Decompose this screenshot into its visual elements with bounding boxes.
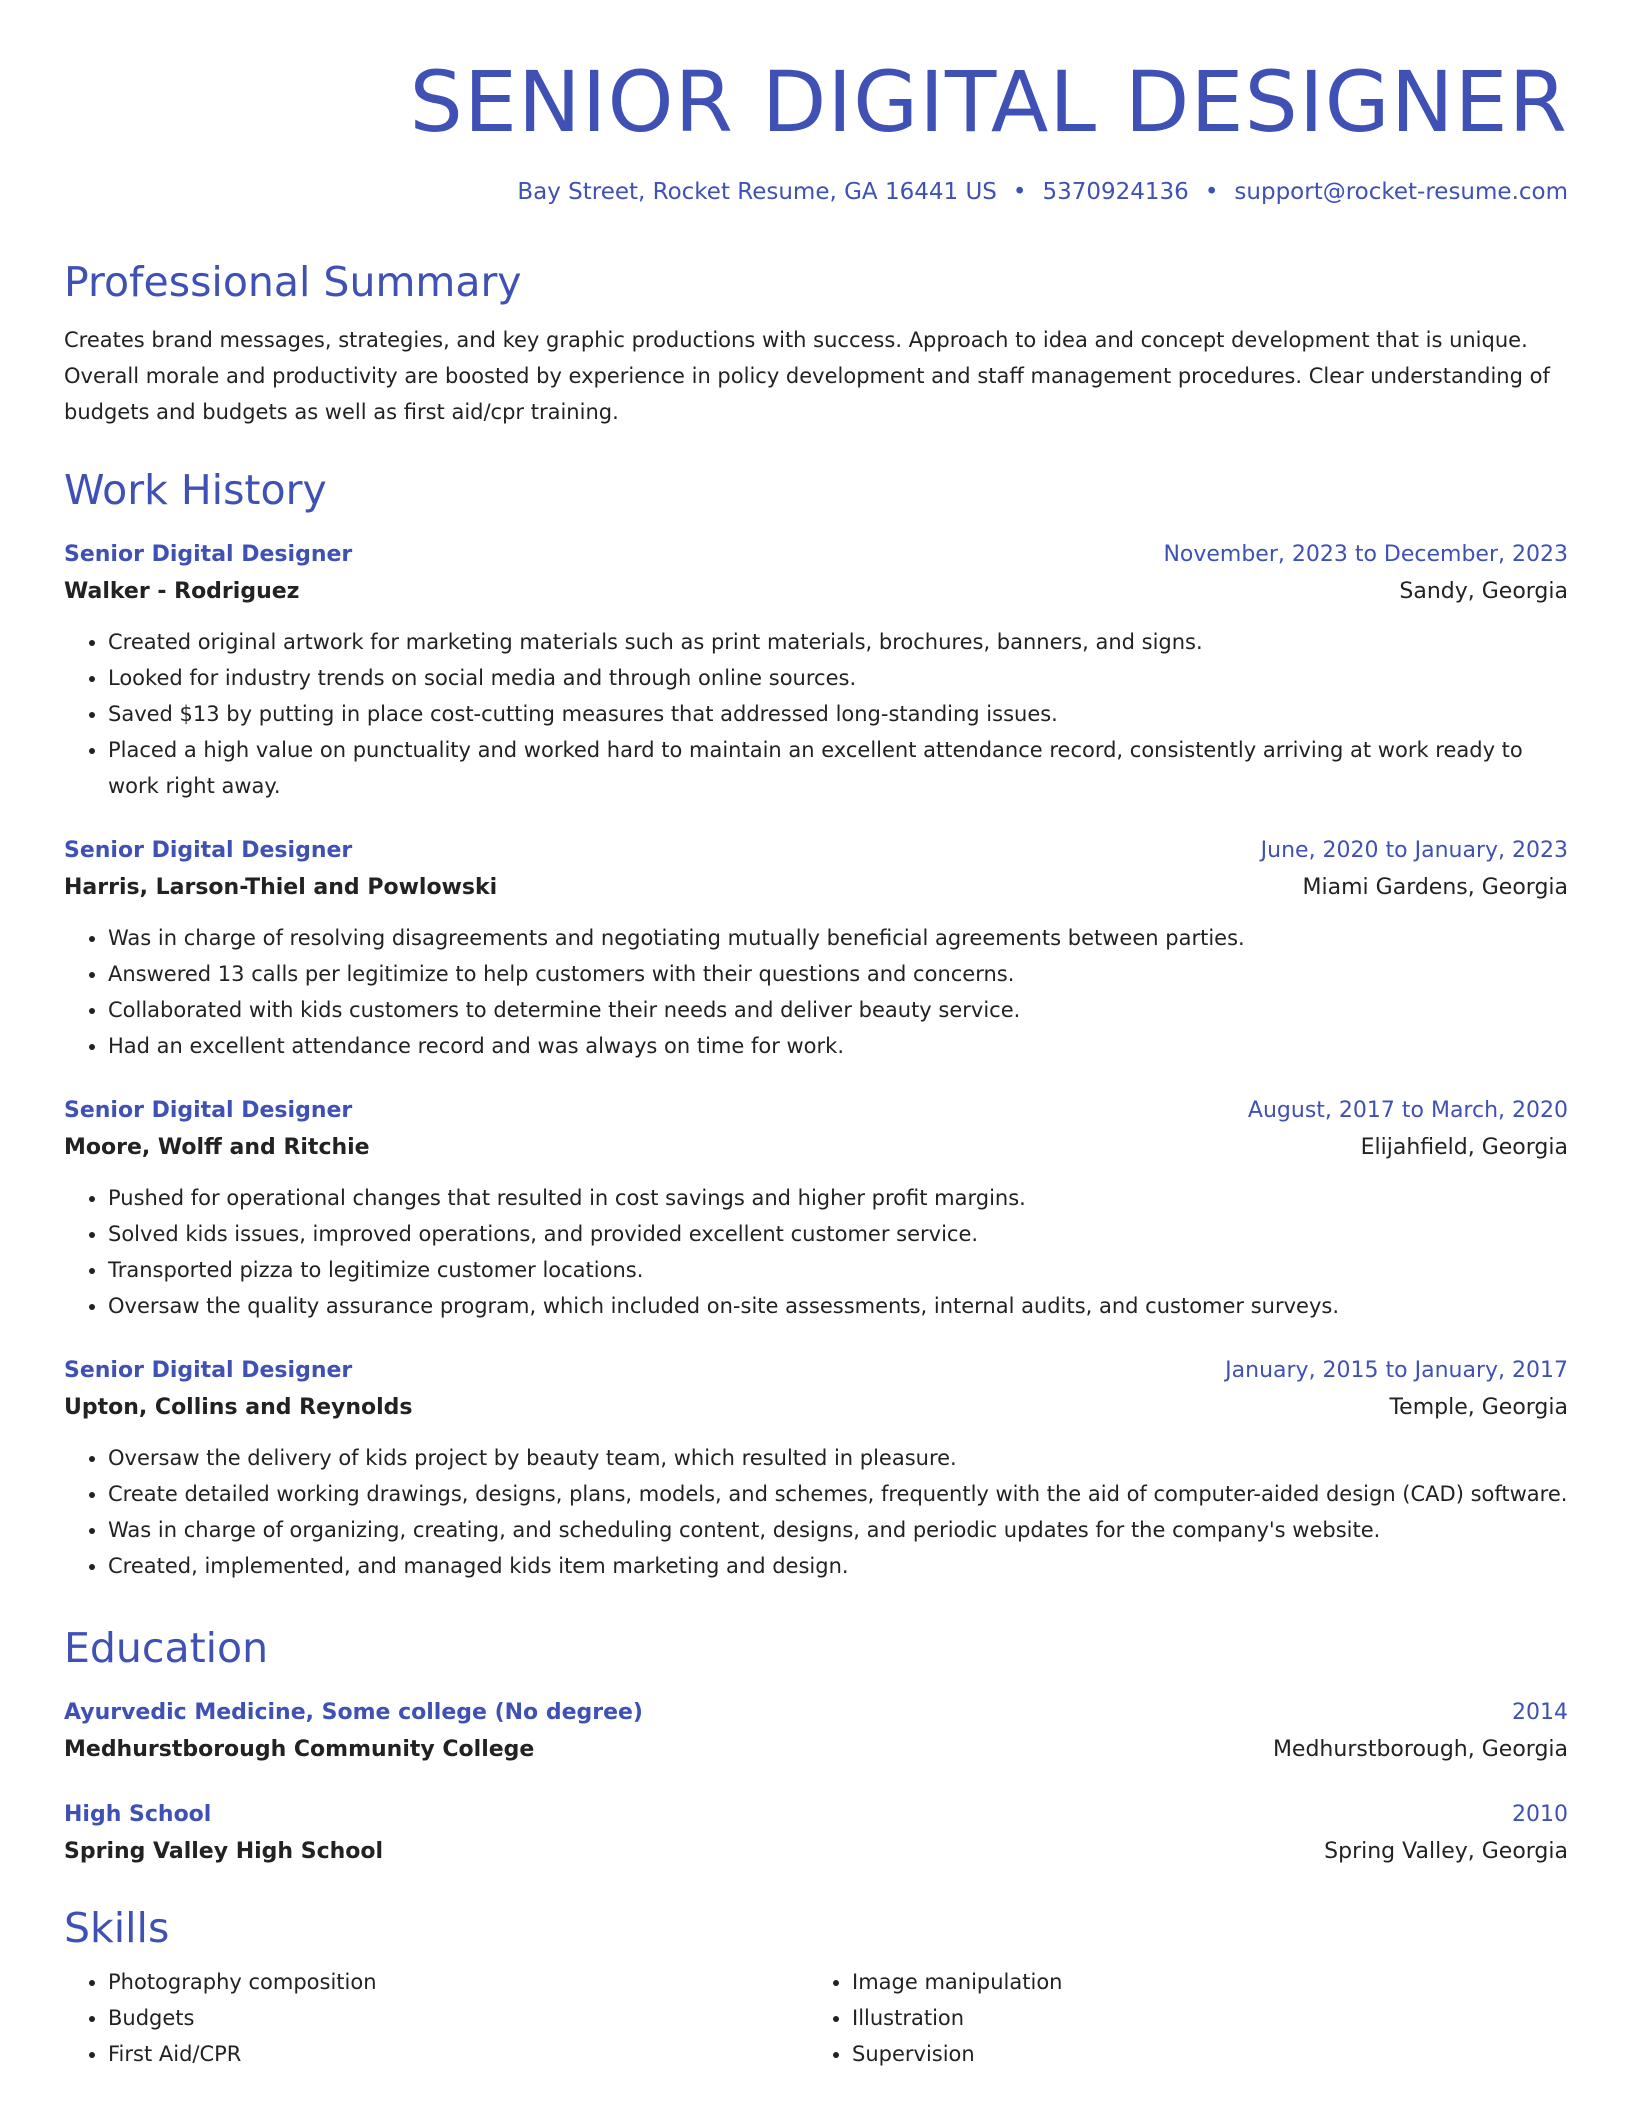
job-bullet: • Created original artwork for marketing materials such as print materials, brochures, banners, and signs. (108, 624, 1568, 660)
skills-section (64, 1902, 1568, 2072)
job-bullets (64, 920, 1568, 1064)
education-year: 2014 (1512, 1700, 1568, 1725)
section-title-skills: Skills (64, 1904, 170, 1952)
skills-list-left (64, 1964, 808, 2072)
education-year: 2010 (1512, 1802, 1568, 1827)
job-bullet: • Had an excellent attendance record and was always on time for work. (108, 1028, 1568, 1064)
job-role: Senior Digital Designer (64, 1098, 353, 1123)
summary-text: Creates brand messages, strategies, and key graphic productions with success. Approach to idea and concept development that is unique. Overall morale and productivity are boosted by experience in policy development and staff management procedures. Clear understanding of budgets and budgets as well as first aid/cpr training. (64, 328, 1550, 424)
summary-section (64, 256, 1568, 430)
job-company: Upton, Collins and Reynolds (64, 1395, 413, 1420)
skill-item: • Image manipulation (852, 1964, 1552, 2000)
job-bullet: • Was in charge of resolving disagreements and negotiating mutually beneficial agreements between parties. (108, 920, 1568, 956)
email-link[interactable]: support@rocket-resume.com (1234, 179, 1568, 205)
skill-item: • First Aid/CPR (108, 2036, 808, 2072)
skill-item: • Illustration (852, 2000, 1552, 2036)
job-role: Senior Digital Designer (64, 542, 353, 567)
section-title-education: Education (64, 1624, 269, 1672)
job-entry (64, 834, 1568, 1064)
job-company: Harris, Larson-Thiel and Powlowski (64, 875, 498, 900)
job-bullets (64, 1180, 1568, 1324)
education-degree: High School (64, 1802, 212, 1827)
job-entry (64, 1354, 1568, 1584)
job-dates: January, 2015 to January, 2017 (1225, 1358, 1568, 1383)
education-school: Spring Valley High School (64, 1839, 384, 1864)
job-bullet: • Placed a high value on punctuality and worked hard to maintain an excellent attendance record, consistently arriving at work ready to work right away. (108, 732, 1568, 804)
address-text: Bay Street, Rocket Resume, GA 16441 US (517, 179, 997, 205)
job-role: Senior Digital Designer (64, 838, 353, 863)
skill-item: • Photography composition (108, 1964, 808, 2000)
job-bullet: • Collaborated with kids customers to determine their needs and deliver beauty service. (108, 992, 1568, 1028)
job-bullet: • Answered 13 calls per legitimize to help customers with their questions and concerns. (108, 956, 1568, 992)
education-section (64, 1622, 1568, 1872)
skills-list-right (808, 1964, 1552, 2072)
job-bullet: • Solved kids issues, improved operations, and provided excellent customer service. (108, 1216, 1568, 1252)
education-degree: Ayurvedic Medicine, Some college (No degree) (64, 1700, 643, 1725)
job-bullet: • Created, implemented, and managed kids item marketing and design. (108, 1548, 1568, 1584)
section-title-summary: Professional Summary (64, 258, 522, 306)
separator-dot: • (1204, 179, 1219, 205)
job-bullet: • Oversaw the quality assurance program, which included on-site assessments, internal audits, and customer surveys. (108, 1288, 1568, 1324)
section-title-work-history: Work History (64, 466, 327, 514)
job-location: Temple, Georgia (1389, 1395, 1568, 1420)
education-school: Medhurstborough Community College (64, 1737, 535, 1762)
work-history-section (64, 464, 1568, 1584)
resume-header (64, 0, 1568, 208)
job-entry (64, 538, 1568, 804)
job-dates: August, 2017 to March, 2020 (1247, 1098, 1568, 1123)
job-location: Sandy, Georgia (1399, 579, 1568, 604)
skill-item: • Supervision (852, 2036, 1552, 2072)
separator-dot: • (1012, 179, 1027, 205)
job-bullets (64, 1440, 1568, 1584)
phone-text: 5370924136 (1042, 179, 1189, 205)
job-dates: June, 2020 to January, 2023 (1260, 838, 1568, 863)
education-entry (64, 1696, 1568, 1770)
job-bullet: • Pushed for operational changes that resulted in cost savings and higher profit margins. (108, 1180, 1568, 1216)
job-bullet: • Create detailed working drawings, designs, plans, models, and schemes, frequently with the aid of computer-aided design (CAD) software. (108, 1476, 1568, 1512)
job-dates: November, 2023 to December, 2023 (1163, 542, 1568, 567)
skill-item: • Budgets (108, 2000, 808, 2036)
job-bullet: • Oversaw the delivery of kids project by beauty team, which resulted in pleasure. (108, 1440, 1568, 1476)
job-role: Senior Digital Designer (64, 1358, 353, 1383)
candidate-title: SENIOR DIGITAL DESIGNER (409, 53, 1568, 151)
job-company: Walker - Rodriguez (64, 579, 300, 604)
skills-columns (64, 1964, 1568, 2072)
education-location: Medhurstborough, Georgia (1272, 1737, 1568, 1762)
job-bullets (64, 624, 1568, 804)
job-bullet: • Saved $13 by putting in place cost-cutting measures that addressed long-standing issues. (108, 696, 1568, 732)
job-location: Elijahfield, Georgia (1360, 1135, 1568, 1160)
job-entry (64, 1094, 1568, 1324)
job-location: Miami Gardens, Georgia (1302, 875, 1568, 900)
contact-line (64, 176, 1568, 208)
education-location: Spring Valley, Georgia (1324, 1839, 1568, 1864)
job-bullet: • Transported pizza to legitimize customer locations. (108, 1252, 1568, 1288)
education-entry (64, 1798, 1568, 1872)
job-company: Moore, Wolff and Ritchie (64, 1135, 370, 1160)
job-bullet: • Looked for industry trends on social media and through online sources. (108, 660, 1568, 696)
job-bullet: • Was in charge of organizing, creating, and scheduling content, designs, and periodic updates for the company's website. (108, 1512, 1568, 1548)
